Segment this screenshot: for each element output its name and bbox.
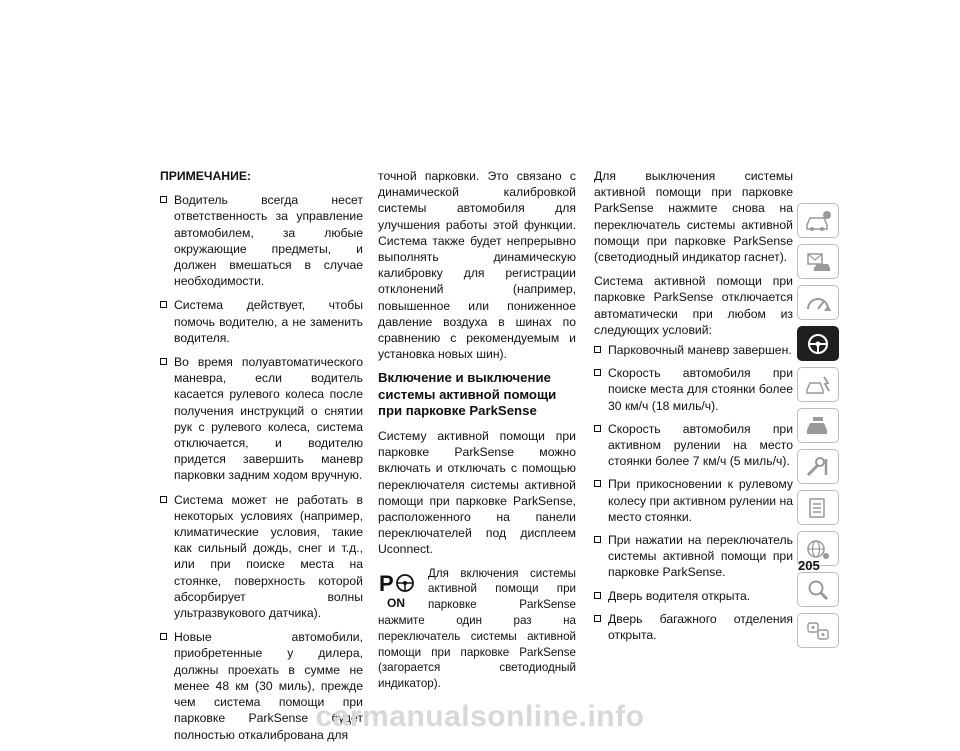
tab-search[interactable] <box>797 572 839 607</box>
checkbox-bullet-icon <box>594 369 601 376</box>
note-bullet: Новые автомобили, приобретенные у дилера, должны проехать в сумме не менее 48 км (30 миль), прежде чем система помощи при парковке ParkSense будет полностью откалибрована для <box>160 629 363 742</box>
checkbox-bullet-icon <box>160 196 167 203</box>
magnifier-icon <box>804 578 832 602</box>
auto-off-conditions-list <box>594 342 793 643</box>
tab-car-service[interactable] <box>797 408 839 443</box>
tools-icon <box>804 455 832 479</box>
checkbox-bullet-icon <box>160 496 167 503</box>
note-bullet: Во время полуавтоматического маневра, если водитель касается рулевого колеса после получения инструкций о снятии рук с рулевого колеса, система отключается, и водителю придется завершить маневр парковки задним ходом вручную. <box>160 354 363 484</box>
tab-car-info[interactable] <box>797 203 839 238</box>
car-service-icon <box>804 414 832 438</box>
checkbox-bullet-icon <box>594 615 601 622</box>
note-bullet-list <box>160 192 363 743</box>
parksense-on-icon <box>378 568 420 610</box>
maintenance-list-icon <box>804 496 832 520</box>
language-icon <box>804 619 832 643</box>
tab-language[interactable] <box>797 613 839 648</box>
checkbox-bullet-icon <box>594 346 601 353</box>
tab-car-crash[interactable] <box>797 367 839 402</box>
car-crash-icon <box>804 373 832 397</box>
tab-gauge-warning[interactable] <box>797 285 839 320</box>
watermark: carmanualsonline.info <box>315 700 645 733</box>
disable-paragraph: Для выключения системы активной помощи при парковке ParkSense нажмите снова на переключатель системы активной помощи при парковке ParkSense (светодиодный индикатор гаснет). <box>594 169 793 265</box>
tab-steering-wheel[interactable] <box>797 326 839 361</box>
checkbox-bullet-icon <box>594 536 601 543</box>
note-bullet: Система может не работать в некоторых условиях (например, климатические условия, такие как сильный дождь, снег и т.д., или при поиске места на стоянке, поверхность которой абсорбирует волны ультразвукового датчика). <box>160 492 363 622</box>
note-title: ПРИМЕЧАНИЕ: <box>160 169 252 183</box>
section-paragraph: Систему активной помощи при парковке ParkSense можно включать и отключать с помощью переключателя системы активной помощи при парковке ParkSense, расположенного на панели переключателей под дисплеем Uconnect. <box>378 428 576 557</box>
column-right <box>594 168 793 650</box>
checkbox-bullet-icon <box>160 358 167 365</box>
steering-wheel-icon <box>804 332 832 356</box>
tab-maintenance[interactable] <box>797 490 839 525</box>
condition-item: Скорость автомобиля при поиске места для стоянки более 30 км/ч (18 миль/ч). <box>594 365 793 414</box>
tab-car-mail[interactable] <box>797 244 839 279</box>
chapter-tabs <box>797 203 841 654</box>
continued-paragraph: точной парковки. Это связано с динамической калибровкой системы автомобиля для улучшения работы этой функции. Система также будет непрерывно выполнять динамическую калибровку для регистрации отклонений (например, повышенное или пониженное давление воздуха в шинах по сравнению с рекомендуемым и установка новых шин). <box>378 169 576 362</box>
checkbox-bullet-icon <box>594 592 601 599</box>
checkbox-bullet-icon <box>160 301 167 308</box>
note-bullet: Водитель всегда несет ответственность за управление автомобилем, за любые окружающие предметы, и должен вмешаться в случае необходимости. <box>160 192 363 289</box>
svg-text:P: P <box>379 570 394 596</box>
parksense-switch-block <box>378 566 576 692</box>
parksense-on-label: ON <box>387 595 405 610</box>
checkbox-bullet-icon <box>594 480 601 487</box>
condition-item: Парковочный маневр завершен. <box>594 342 793 358</box>
condition-item: Скорость автомобиля при активном рулении на место стоянки более 7 км/ч (5 миль/ч). <box>594 421 793 470</box>
condition-item: При нажатии на переключатель системы активной помощи при парковке ParkSense. <box>594 532 793 581</box>
condition-item: Дверь водителя открыта. <box>594 588 793 604</box>
tab-tools[interactable] <box>797 449 839 484</box>
auto-off-paragraph: Система активной помощи при парковке ParkSense отключается автоматически при любом из следующих условий: <box>594 274 793 337</box>
parksense-on-text: Для включения системы активной помощи при парковке ParkSense нажмите один раз на переключатель системы активной помощи при парковке ParkSense (загорается светодиодный индикатор). <box>378 566 576 691</box>
car-mail-icon <box>804 250 832 274</box>
condition-item: Дверь багажного отделения открыта. <box>594 611 793 643</box>
gauge-warning-icon <box>804 291 832 315</box>
page-number: 205 <box>798 558 820 573</box>
car-info-icon <box>804 209 832 233</box>
column-middle <box>378 168 576 692</box>
column-left <box>160 168 363 751</box>
section-heading: Включение и выключение системы активной помощи при парковке ParkSense <box>378 370 557 419</box>
note-bullet: Система действует, чтобы помочь водителю, а не заменить водителя. <box>160 297 363 346</box>
checkbox-bullet-icon <box>594 425 601 432</box>
condition-item: При прикосновении к рулевому колесу при активном рулении на место стоянки. <box>594 476 793 525</box>
checkbox-bullet-icon <box>160 633 167 640</box>
globe-icon <box>804 537 832 561</box>
